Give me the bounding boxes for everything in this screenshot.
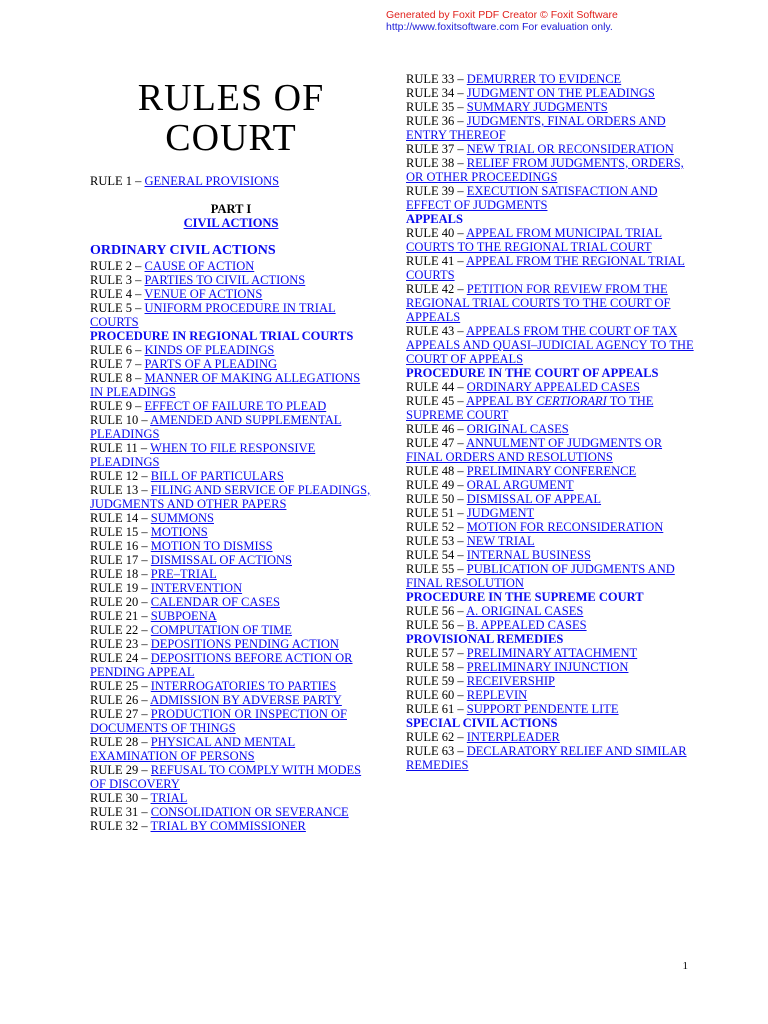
toc-entry (406, 562, 696, 590)
rule-link-text: APPEAL BY (466, 394, 536, 408)
rule-number: RULE 23 – (90, 637, 151, 651)
toc-entry-rule-1 (90, 174, 372, 188)
toc-entry (406, 618, 696, 632)
toc-entry (90, 287, 372, 301)
toc-entry (406, 534, 696, 548)
section-heading-provisional-remedies: PROVISIONAL REMEDIES (406, 632, 564, 646)
section-heading-appeals: APPEALS (406, 212, 463, 226)
toc-entry (90, 413, 372, 441)
rule-link[interactable]: PRELIMINARY ATTACHMENT (466, 646, 638, 660)
rule-number: RULE 51 – (406, 506, 467, 520)
rule-number: RULE 59 – (406, 674, 467, 688)
rule-link[interactable]: APPEAL FROM THE REGIONAL TRIAL COURTS (406, 254, 685, 282)
rule-number: RULE 58 – (406, 660, 467, 674)
rule-link[interactable]: DEPOSITIONS BEFORE ACTION OR PENDING APPEAL (90, 651, 353, 679)
rule-link[interactable]: B. APPEALED CASES (466, 618, 587, 632)
rule-number: RULE 19 – (90, 581, 151, 595)
rule-link[interactable]: JUDGMENTS, FINAL ORDERS AND ENTRY THEREOF (406, 114, 666, 142)
toc-entry (90, 371, 372, 399)
rule-number: RULE 46 – (406, 422, 467, 436)
rule-number: RULE 35 – (406, 100, 467, 114)
rule-link[interactable]: PRELIMINARY CONFERENCE (466, 464, 637, 478)
rule-link[interactable]: INTERNAL BUSINESS (466, 548, 591, 562)
rule-link[interactable]: ORDINARY APPEALED CASES (466, 380, 640, 394)
rule-number: RULE 21 – (90, 609, 151, 623)
rule-number: RULE 49 – (406, 478, 467, 492)
provisional-remedies-list (406, 646, 696, 716)
rule-number: RULE 39 – (406, 184, 467, 198)
toc-entry (90, 357, 372, 371)
rule-number: RULE 15 – (90, 525, 151, 539)
toc-entry (406, 604, 696, 618)
rule-number: RULE 25 – (90, 679, 151, 693)
toc-entry (90, 819, 372, 833)
left-column (90, 72, 372, 833)
section-heading-supreme-court: PROCEDURE IN THE SUPREME COURT (406, 590, 644, 604)
rule-number: RULE 7 – (90, 357, 145, 371)
rule-link[interactable]: APPEAL FROM MUNICIPAL TRIAL COURTS TO THE REGIONAL TRIAL COURT (406, 226, 663, 254)
rule-link[interactable]: PRELIMINARY INJUNCTION (466, 660, 629, 674)
rule-link[interactable]: KINDS OF PLEADINGS (144, 343, 275, 357)
rule-link[interactable]: DISMISSAL OF APPEAL (466, 492, 602, 506)
rule-number: RULE 11 – (90, 441, 151, 455)
watermark-generator-text: Generated by Foxit PDF Creator © Foxit Software (386, 9, 618, 21)
rule-link[interactable]: PRODUCTION OR INSPECTION OF DOCUMENTS OF THINGS (90, 707, 347, 735)
rule-number: RULE 24 – (90, 651, 151, 665)
toc-entry (90, 805, 372, 819)
toc-entry (406, 646, 696, 660)
rule-number: RULE 37 – (406, 142, 467, 156)
rule-number: RULE 17 – (90, 553, 151, 567)
ordinary-civil-actions-list (90, 259, 372, 329)
rule-link[interactable]: REFUSAL TO COMPLY WITH MODES OF DISCOVERY (90, 763, 362, 791)
toc-entry (90, 693, 372, 707)
toc-entry (406, 114, 696, 142)
rule-number: RULE 31 – (90, 805, 151, 819)
rule-number: RULE 28 – (90, 735, 151, 749)
section-heading-regional-trial-courts: PROCEDURE IN REGIONAL TRIAL COURTS (90, 329, 354, 343)
title-line-1: RULES OF (137, 77, 325, 119)
pdf-creator-watermark (386, 9, 686, 33)
rule-number: RULE 6 – (90, 343, 145, 357)
toc-entry (406, 156, 696, 184)
toc-entry (406, 464, 696, 478)
rule-link[interactable]: MANNER OF MAKING ALLEGATIONS IN PLEADINGS (90, 371, 361, 399)
rule-number: RULE 44 – (406, 380, 467, 394)
rule-number: RULE 34 – (406, 86, 467, 100)
toc-entry (406, 394, 696, 422)
rule-number: RULE 13 – (90, 483, 151, 497)
rule-link[interactable]: NEW TRIAL (466, 534, 535, 548)
rule-number: RULE 36 – (406, 114, 467, 128)
rule-link[interactable]: DISMISSAL OF ACTIONS (150, 553, 292, 567)
special-civil-actions-list (406, 730, 696, 772)
section-heading-special-civil-actions: SPECIAL CIVIL ACTIONS (406, 716, 558, 730)
rule-link[interactable]: FILING AND SERVICE OF PLEADINGS, JUDGMENTS AND OTHER PAPERS (90, 483, 371, 511)
toc-entry (406, 436, 696, 464)
toc-entry (406, 478, 696, 492)
rule-number: RULE 56 – (406, 604, 467, 618)
rule-link[interactable]: CAUSE OF ACTION (144, 259, 255, 273)
rule-link[interactable]: APPEALS FROM THE COURT OF TAX APPEALS AND QUASI–JUDICIAL AGENCY TO THE COURT OF APPEALS (406, 324, 694, 366)
toc-entry (90, 623, 372, 637)
judgments-list (406, 72, 696, 212)
rule-link[interactable]: SUMMONS (150, 511, 214, 525)
toc-entry (90, 791, 372, 805)
toc-entry (406, 226, 696, 254)
toc-entry (406, 730, 696, 744)
rule-number: RULE 5 – (90, 301, 145, 315)
rule-link[interactable]: TRIAL (150, 791, 188, 805)
toc-entry (406, 422, 696, 436)
rule-number: RULE 33 – (406, 72, 467, 86)
toc-entry (406, 688, 696, 702)
toc-entry (406, 72, 696, 86)
appeals-list (406, 226, 696, 366)
rule-link[interactable]: ORIGINAL CASES (466, 422, 569, 436)
rule-number: RULE 16 – (90, 539, 151, 553)
rule-link[interactable]: DECLARATORY RELIEF AND SIMILAR REMEDIES (406, 744, 687, 772)
rule-link[interactable]: AMENDED AND SUPPLEMENTAL PLEADINGS (90, 413, 342, 441)
section-heading-ordinary-civil-actions: ORDINARY CIVIL ACTIONS (90, 243, 276, 258)
rule-number: RULE 22 – (90, 623, 151, 637)
toc-entry (90, 343, 372, 357)
rule-number: RULE 2 – (90, 259, 145, 273)
rule-link[interactable]: ORAL ARGUMENT (466, 478, 574, 492)
rule-number: RULE 56 – (406, 618, 467, 632)
rule-number: RULE 29 – (90, 763, 151, 777)
rule-number: RULE 57 – (406, 646, 467, 660)
rule-link[interactable]: VENUE OF ACTIONS (144, 287, 263, 301)
toc-entry (90, 273, 372, 287)
rule-number: RULE 63 – (406, 744, 467, 758)
rule-link[interactable]: MOTIONS (150, 525, 208, 539)
rule-number: RULE 60 – (406, 688, 467, 702)
rule-number: RULE 62 – (406, 730, 467, 744)
rule-link[interactable]: TRIAL BY COMMISSIONER (150, 819, 306, 833)
page-number: 1 (682, 960, 688, 972)
toc-entry (90, 609, 372, 623)
toc-entry (90, 483, 372, 511)
rule-number: RULE 61 – (406, 702, 467, 716)
regional-trial-courts-list (90, 343, 372, 833)
civil-actions-link[interactable]: CIVIL ACTIONS (183, 216, 279, 230)
rule-number: RULE 3 – (90, 273, 145, 287)
toc-entry (406, 744, 696, 772)
rule-link[interactable]: ANNULMENT OF JUDGMENTS OR FINAL ORDERS AND RESOLUTIONS (406, 436, 663, 464)
rule-number: RULE 40 – (406, 226, 467, 240)
rule-link[interactable]: COMPUTATION OF TIME (150, 623, 292, 637)
title-line-2: COURT (165, 117, 297, 159)
toc-entry (90, 567, 372, 581)
rule-link[interactable]: WHEN TO FILE RESPONSIVE PLEADINGS (90, 441, 316, 469)
rule-link[interactable]: SUBPOENA (150, 609, 217, 623)
rule-link[interactable]: RECEIVERSHIP (466, 674, 555, 688)
rule-number: RULE 4 – (90, 287, 145, 301)
rule-link-italic-text: CERTIORARI (536, 394, 607, 408)
toc-entry (406, 184, 696, 212)
court-of-appeals-list (406, 422, 696, 590)
toc-entry (90, 763, 372, 791)
rule-link[interactable]: SUMMARY JUDGMENTS (466, 100, 608, 114)
rule-number: RULE 50 – (406, 492, 467, 506)
toc-entry (90, 581, 372, 595)
rule-link[interactable]: EXECUTION SATISFACTION AND EFFECT OF JUDGMENTS (406, 184, 658, 212)
rule-number: RULE 45 – (406, 394, 467, 408)
rule-link[interactable]: PHYSICAL AND MENTAL EXAMINATION OF PERSONS (90, 735, 296, 763)
rule-link[interactable]: JUDGMENT (466, 506, 535, 520)
rule-number: RULE 55 – (406, 562, 467, 576)
section-heading-court-of-appeals: PROCEDURE IN THE COURT OF APPEALS (406, 366, 659, 380)
toc-entry (406, 520, 696, 534)
toc-entry (90, 707, 372, 735)
rule-number: RULE 1 – (90, 174, 145, 188)
toc-entry (90, 651, 372, 679)
rule-number: RULE 53 – (406, 534, 467, 548)
rule-link[interactable]: CONSOLIDATION OR SEVERANCE (150, 805, 349, 819)
rule-link[interactable]: REPLEVIN (466, 688, 528, 702)
rule-link[interactable]: MOTION TO DISMISS (150, 539, 273, 553)
rule-link[interactable]: DEPOSITIONS PENDING ACTION (150, 637, 339, 651)
rule-number: RULE 41 – (406, 254, 467, 268)
rule-number: RULE 9 – (90, 399, 145, 413)
rule-number: RULE 14 – (90, 511, 151, 525)
rule-link[interactable]: JUDGMENT ON THE PLEADINGS (466, 86, 655, 100)
rule-number: RULE 8 – (90, 371, 145, 385)
toc-entry (90, 399, 372, 413)
toc-entry (406, 100, 696, 114)
toc-entry (406, 254, 696, 282)
toc-entry (90, 595, 372, 609)
toc-entry (406, 548, 696, 562)
rule-link[interactable]: INTERVENTION (150, 581, 243, 595)
toc-entry (90, 301, 372, 329)
rule-number: RULE 48 – (406, 464, 467, 478)
rule-number: RULE 27 – (90, 707, 151, 721)
rule-number: RULE 20 – (90, 595, 151, 609)
toc-entry (90, 511, 372, 525)
toc-entry (90, 735, 372, 763)
rule-number: RULE 38 – (406, 156, 467, 170)
rule-link[interactable]: GENERAL PROVISIONS (144, 174, 280, 188)
rule-number: RULE 32 – (90, 819, 151, 833)
toc-entry (406, 142, 696, 156)
rule-link[interactable]: PETITION FOR REVIEW FROM THE REGIONAL TRIAL COURTS TO THE COURT OF APPEALS (406, 282, 671, 324)
document-title (90, 78, 372, 158)
rule-number: RULE 54 – (406, 548, 467, 562)
toc-entry (90, 259, 372, 273)
rule-number: RULE 18 – (90, 567, 151, 581)
toc-entry (90, 469, 372, 483)
rule-link[interactable]: UNIFORM PROCEDURE IN TRIAL COURTS (90, 301, 336, 329)
rule-link[interactable]: PARTIES TO CIVIL ACTIONS (144, 273, 306, 287)
rule-link[interactable]: A. ORIGINAL CASES (466, 604, 584, 618)
toc-entry (406, 282, 696, 324)
rule-link[interactable]: PARTS OF A PLEADING (144, 357, 278, 371)
rule-link[interactable]: DEMURRER TO EVIDENCE (466, 72, 622, 86)
toc-entry (406, 674, 696, 688)
rule-link[interactable]: SUPPORT PENDENTE LITE (466, 702, 619, 716)
rule-link[interactable]: INTERROGATORIES TO PARTIES (150, 679, 337, 693)
rule-link[interactable]: CALENDAR OF CASES (150, 595, 280, 609)
rule-number: RULE 47 – (406, 436, 467, 450)
rule-number: RULE 26 – (90, 693, 151, 707)
toc-entry (406, 506, 696, 520)
toc-entry (406, 324, 696, 366)
watermark-url-text: http://www.foxitsoftware.com For evaluation only. (386, 21, 613, 33)
toc-entry (406, 492, 696, 506)
rule-link[interactable]: NEW TRIAL OR RECONSIDERATION (466, 142, 674, 156)
toc-entry (90, 679, 372, 693)
toc-entry (406, 380, 696, 394)
toc-entry (90, 525, 372, 539)
rule-number: RULE 42 – (406, 282, 467, 296)
part-label: PART I (210, 202, 252, 216)
rule-number: RULE 10 – (90, 413, 151, 427)
toc-entry (90, 539, 372, 553)
rule-link-text: TO THE SUPREME COURT (406, 394, 654, 422)
toc-entry (90, 441, 372, 469)
rule-link[interactable]: RELIEF FROM JUDGMENTS, ORDERS, OR OTHER PROCEEDINGS (406, 156, 684, 184)
toc-entry (406, 702, 696, 716)
rule-link[interactable]: BILL OF PARTICULARS (150, 469, 284, 483)
rule-number: RULE 12 – (90, 469, 151, 483)
toc-entry (90, 553, 372, 567)
rule-number: RULE 43 – (406, 324, 467, 338)
rule-number: RULE 30 – (90, 791, 151, 805)
rule-link[interactable]: INTERPLEADER (466, 730, 560, 744)
rule-number: RULE 52 – (406, 520, 467, 534)
toc-entry (90, 637, 372, 651)
rule-link[interactable]: EFFECT OF FAILURE TO PLEAD (144, 399, 327, 413)
right-column (406, 72, 696, 772)
toc-entry (406, 660, 696, 674)
rule-link[interactable]: PUBLICATION OF JUDGMENTS AND FINAL RESOLUTION (406, 562, 675, 590)
toc-entry (406, 86, 696, 100)
supreme-court-list (406, 604, 696, 632)
rule-link[interactable]: PRE–TRIAL (150, 567, 217, 581)
rule-link[interactable]: ADMISSION BY ADVERSE PARTY (150, 693, 342, 707)
rule-link[interactable]: MOTION FOR RECONSIDERATION (466, 520, 664, 534)
part-subtitle (90, 216, 372, 230)
